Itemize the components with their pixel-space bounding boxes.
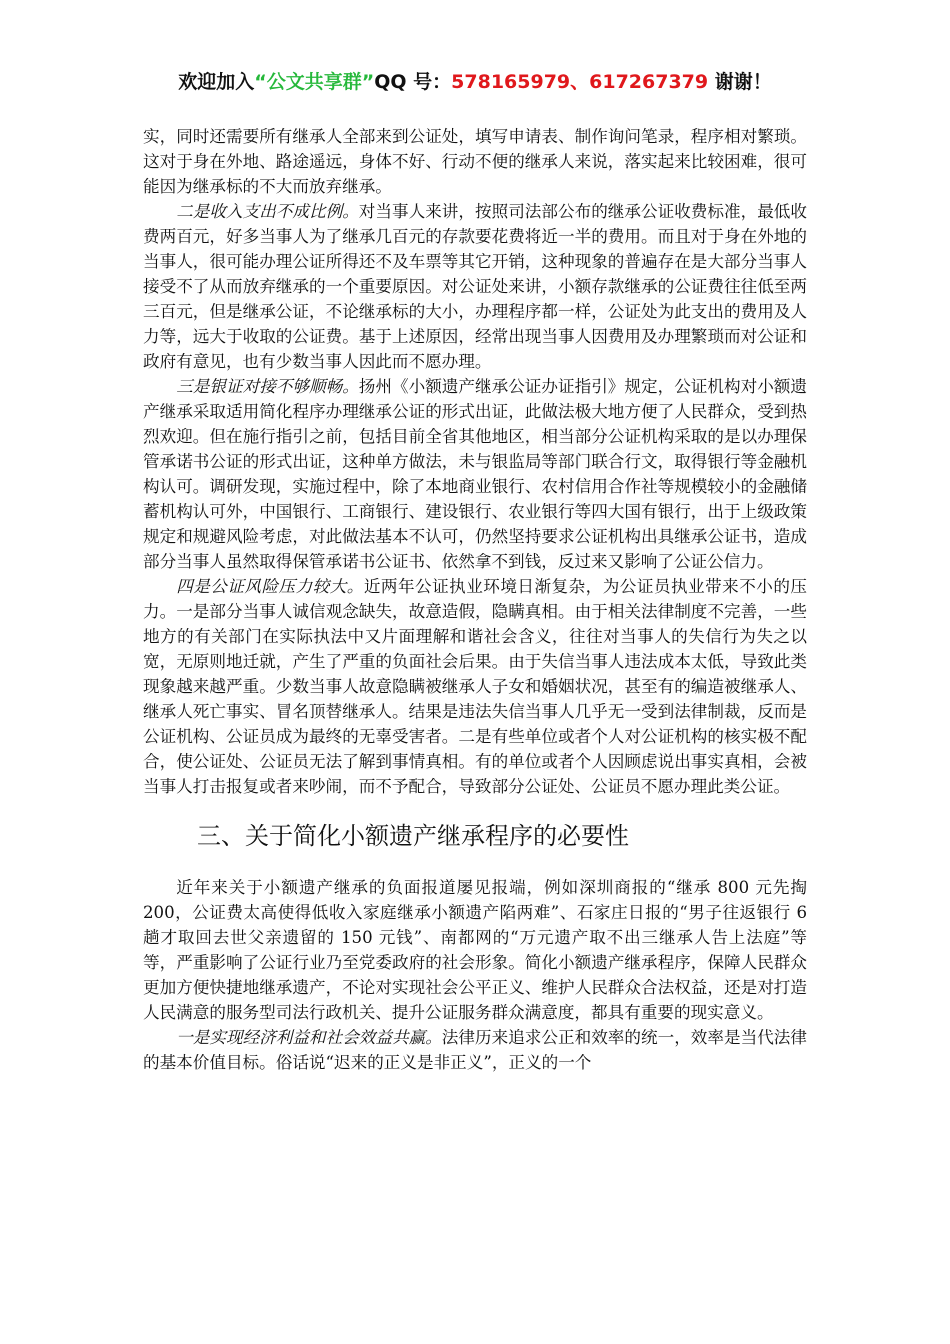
- page-banner: [0, 68, 950, 96]
- paragraph-lead: 三是银证对接不够顺畅。: [176, 377, 359, 396]
- paragraph-lead: 四是公证风险压力较大。: [176, 577, 364, 596]
- banner-prefix: 欢迎加入: [178, 71, 255, 93]
- paragraph-text: 法律历来追求公正和效率的统一，效率是当代法律的基本价值目标。俗话说“迟来的正义是非正义”，正义的一个: [143, 1028, 808, 1072]
- paragraph-text: 近两年公证执业环境日渐复杂，为公证员执业带来不小的压力。一是部分当事人诚信观念缺失，故意造假，隐瞒真相。由于相关法律制度不完善，一些地方的有关部门在实际执法中又片面理解和谐社会含义，往往对当事人的失信行为失之以宽，无原则地迁就，产生了严重的负面社会后果。由于失信当事人违法成本太低，导致此类现象越来越严重。少数当事人故意隐瞒被继承人子女和婚姻状况，甚至有的编造被继承人、继承人死亡事实、冒名顶替继承人。结果是违法失信当事人几乎无一受到法律制裁，反而是公证机构、公证员成为最终的无辜受害者。二是有些单位或者个人对公证机构的核实极不配合，使公证处、公证员无法了解到事情真相。有的单位或者个人因顾虑说出事实真相，会被当事人打击报复或者来吵闹，而不予配合，导致部分公证处、公证员不愿办理此类公证。: [143, 577, 808, 796]
- banner-group-name: “公文共享群”: [254, 71, 375, 93]
- banner-suffix: 谢谢！: [708, 71, 772, 93]
- paragraph-notary-risk: [143, 574, 807, 799]
- paragraph-lead: 一是实现经济利益和社会效益共赢。: [176, 1028, 442, 1047]
- paragraph-income-expense: [143, 199, 807, 374]
- banner-qq-numbers: 578165979、617267379: [451, 71, 709, 93]
- paragraph-text: 扬州《小额遗产继承公证办证指引》规定，公证机构对小额遗产继承采取适用简化程序办理继承公证的形式出证，此做法极大地方便了人民群众，受到热烈欢迎。但在施行指引之前，包括目前全省其他地区，相当部分公证机构采取的是以办理保管承诺书公证的形式出证，这种单方做法，未与银监局等部门联合行文，取得银行等金融机构认可。调研发现，实施过程中，除了本地商业银行、农村信用合作社等规模较小的金融储蓄机构认可外，中国银行、工商银行、建设银行、农业银行等四大国有银行，出于上级政策规定和规避风险考虑，对此做法基本不认可，仍然坚持要求公证机构出具继承公证书，造成部分当事人虽然取得保管承诺书公证书、依然拿不到钱，反过来又影响了公证公信力。: [143, 377, 808, 571]
- document-body: [143, 124, 807, 1075]
- paragraph-continuation: [143, 124, 807, 199]
- paragraph-text: 对当事人来讲，按照司法部公布的继承公证收费标准，最低收费两百元，好多当事人为了继承几百元的存款要花费将近一半的费用。而且对于身在外地的当事人，很可能办理公证所得还不及车票等其它开销，这种现象的普遍存在是大部分当事人接受不了从而放弃继承的一个重要原因。对公证处来讲，小额存款继承的公证费往往低至两三百元，但是继承公证，不论继承标的大小，办理程序都一样，公证处为此支出的费用及人力等，远大于收取的公证费。基于上述原因，经常出现当事人因费用及办理繁琐而对公证和政府有意见，也有少数当事人因此而不愿办理。: [143, 202, 808, 371]
- paragraph-negative-reports: [143, 875, 807, 1025]
- section-heading: 三、关于简化小额遗产继承程序的必要性: [197, 822, 629, 850]
- paragraph-text: 近年来关于小额遗产继承的负面报道屡见报端，例如深圳商报的“继承 800 元先掏 200，公证费太高使得低收入家庭继承小额遗产陷两难”、石家庄日报的“男子往返银行 6 趟才取回去世父亲遗留的 150 元钱”、南都网的“万元遗产取不出三继承人告上法庭”等等，严重影响了公证行业乃至党委政府的社会形象。简化小额遗产继承程序，保障人民群众更加方便快捷地继承遗产，不论对实现社会公平正义、维护人民群众合法权益，还是对打造人民满意的服务型司法行政机关、提升公证服务群众满意度，都具有重要的现实意义。: [143, 878, 807, 1022]
- paragraph-economic-social: [143, 1025, 807, 1075]
- paragraph-bank-notary: [143, 374, 807, 574]
- paragraph-lead: 二是收入支出不成比例。: [176, 202, 359, 221]
- banner-qq-label: QQ 号：: [374, 71, 452, 93]
- paragraph-text: 实，同时还需要所有继承人全部来到公证处，填写申请表、制作询问笔录，程序相对繁琐。这对于身在外地、路途遥远，身体不好、行动不便的继承人来说，落实起来比较困难，很可能因为继承标的不大而放弃继承。: [143, 127, 807, 196]
